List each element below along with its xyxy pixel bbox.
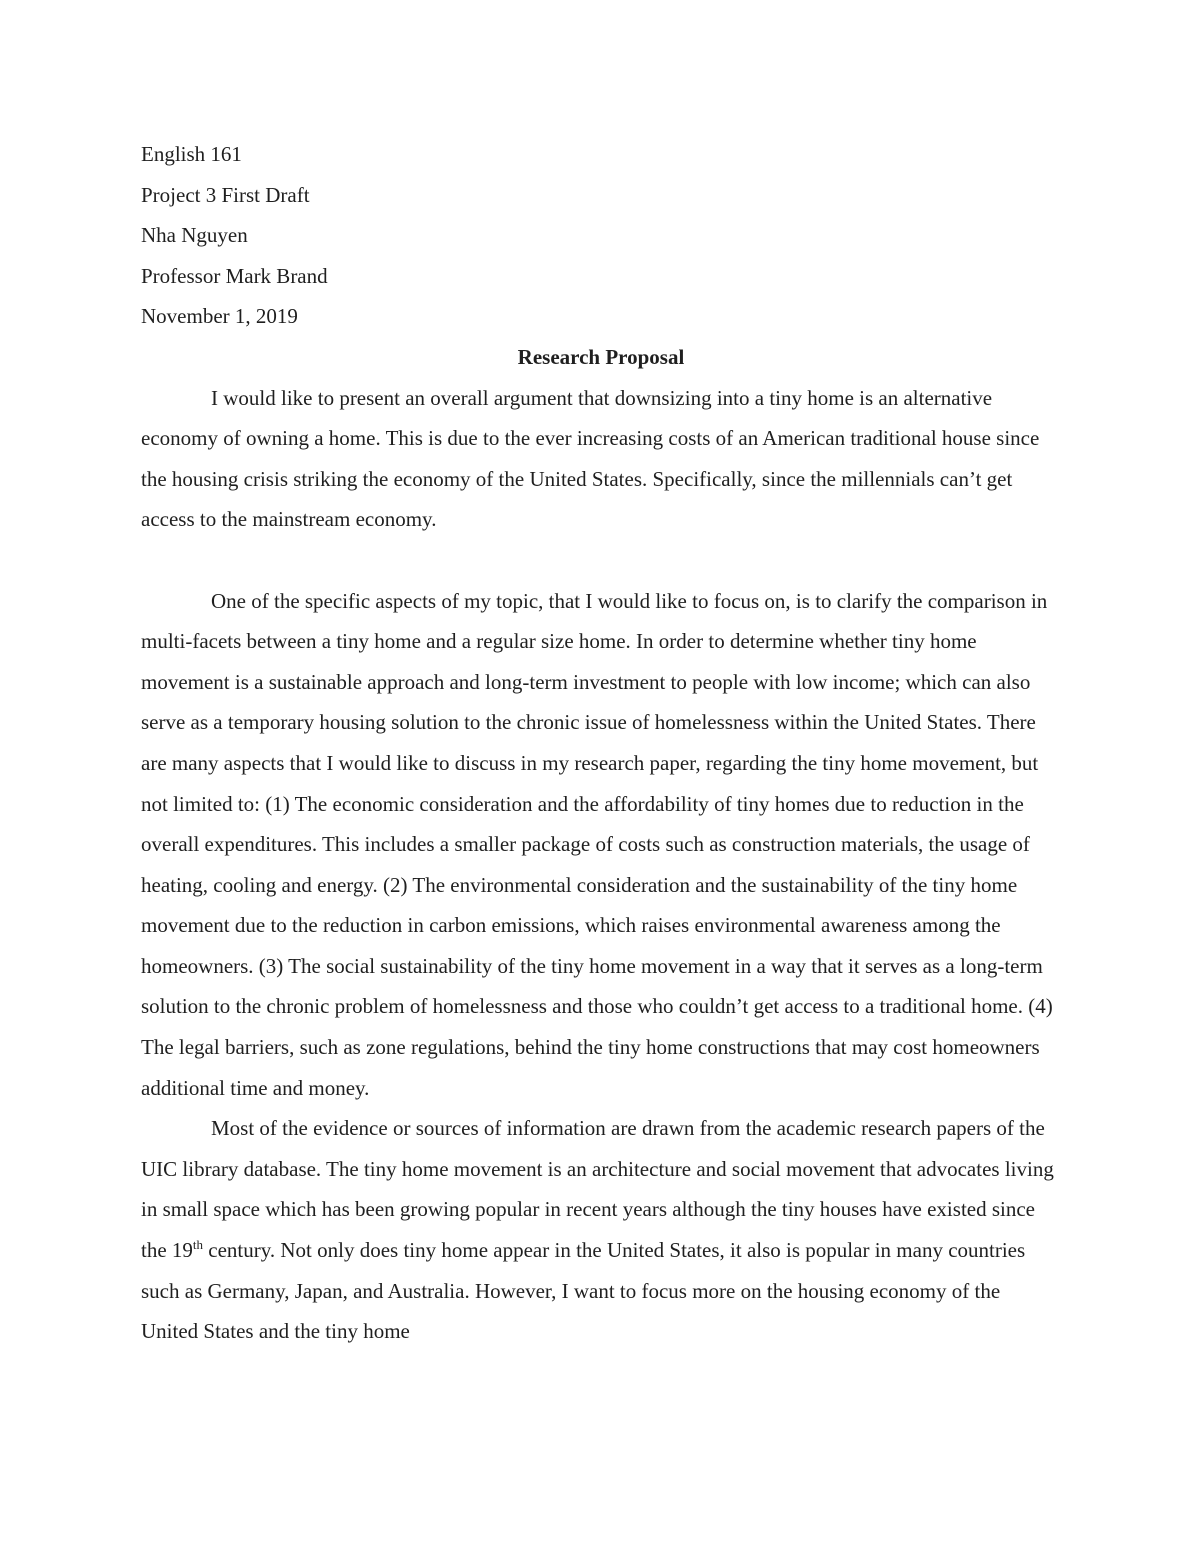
document-body xyxy=(141,134,1061,1352)
professor-line: Professor Mark Brand xyxy=(141,263,328,288)
date-line: November 1, 2019 xyxy=(141,304,298,329)
paragraph-1: I would like to present an overall argument that downsizing into a tiny home is an alternative economy of owning a home. This is due to the ever increasing costs of an American traditional house since the housing crisis striking the economy of the United States. Specifically, since the millennials can’t get access to the mainstream economy. xyxy=(141,385,1040,532)
paragraph-3-text-end: century. Not only does tiny home appear in the United States, it also is popular in many countries such as Germany, Japan, and Australia. However, I want to focus more on the housing economy of the United States and the tiny home xyxy=(141,1238,1026,1344)
paragraph-2: One of the specific aspects of my topic, that I would like to focus on, is to clarify the comparison in multi-facets between a tiny home and a regular size home. In order to determine whether tiny home movement is a sustainable approach and long-term investment to people with low income; which can also serve as a temporary housing solution to the chronic issue of homelessness within the United States. There are many aspects that I would like to discuss in my research paper, regarding the tiny home movement, but not limited to: (1) The economic consideration and the affordability of tiny homes due to reduction in the overall expenditures. This includes a smaller package of costs such as construction materials, the usage of heating, cooling and energy. (2) The environmental consideration and the sustainability of the tiny home movement due to the reduction in carbon emissions, which raises environmental awareness among the homeowners. (3) The social sustainability of the tiny home movement in a way that it serves as a long-term solution to the chronic problem of homelessness and those who couldn’t get access to a traditional home. (4) The legal barriers, such as zone regulations, behind the tiny home constructions that may cost homeowners additional time and money. xyxy=(141,588,1053,1100)
document-title: Research Proposal xyxy=(517,344,685,369)
assignment-line: Project 3 First Draft xyxy=(141,182,310,207)
course-line: English 161 xyxy=(141,142,242,166)
author-line: Nha Nguyen xyxy=(141,223,248,248)
paragraph-spacer xyxy=(141,540,1061,581)
paragraph-3 xyxy=(141,1108,1061,1352)
ordinal-superscript: th xyxy=(192,1237,204,1253)
paragraph-3-text-start: Most of the evidence or sources of information are drawn from the academic research papers of the UIC library database. The tiny home movement is an architecture and social movement that advocates living in small space which has been growing popular in recent years although the tiny houses have existed since the 19 xyxy=(141,1116,1054,1263)
